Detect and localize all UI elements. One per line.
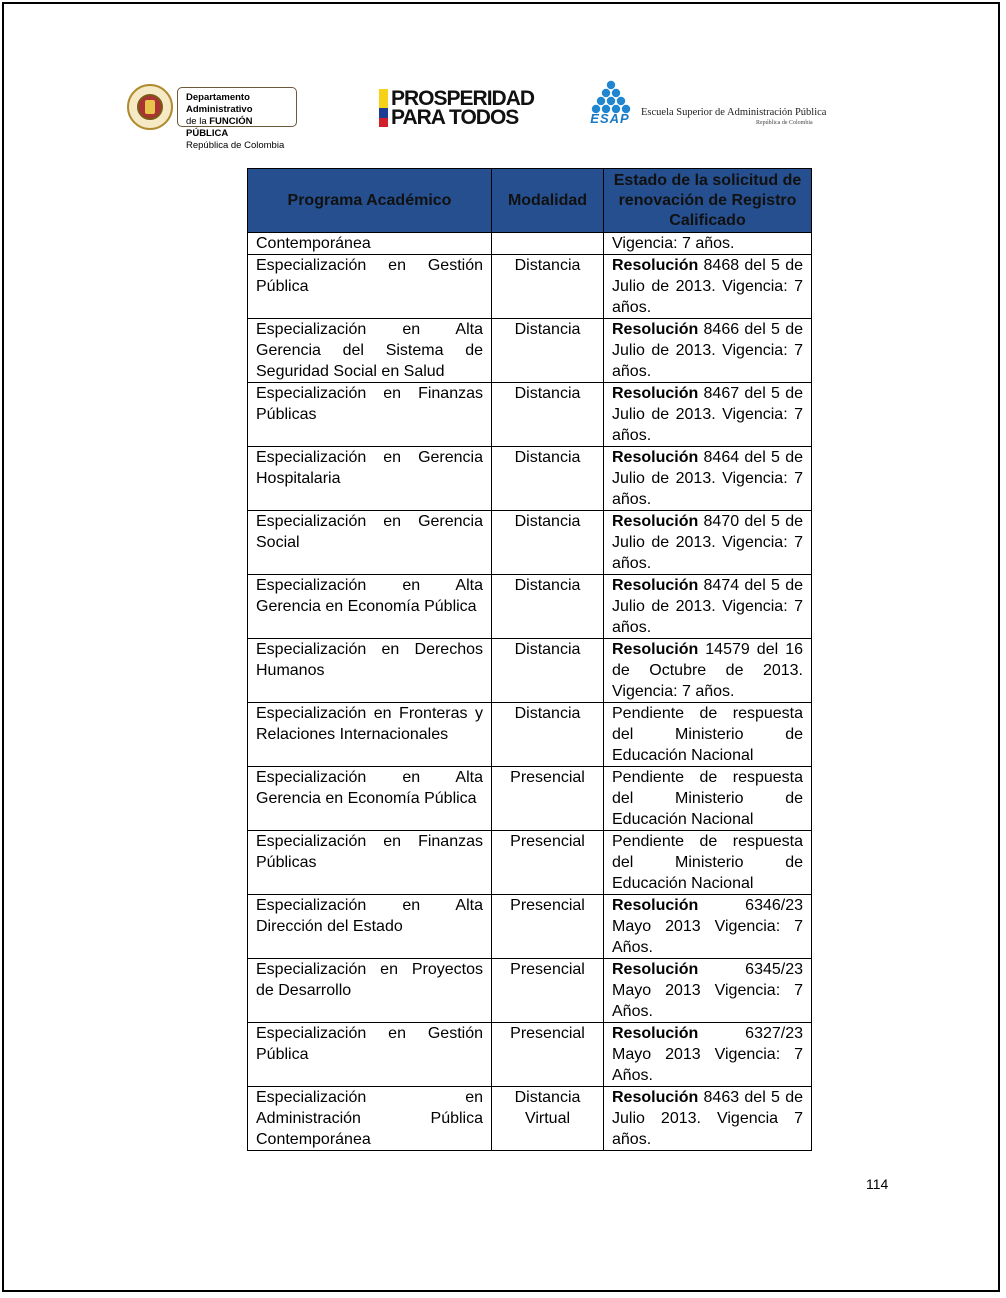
cell-programa: Especialización en Gerencia Social xyxy=(248,511,492,575)
cell-modalidad: Presencial xyxy=(492,831,604,895)
estado-text: 8467 del 5 de Julio de 2013. Vigencia: 7 años. xyxy=(612,385,803,444)
dafp-logo xyxy=(127,84,297,151)
cell-modalidad: Presencial xyxy=(492,767,604,831)
resolution-label: Resolución xyxy=(612,1025,699,1042)
table-row xyxy=(248,831,812,895)
cell-estado xyxy=(604,639,812,703)
cell-modalidad: Distancia Virtual xyxy=(492,1087,604,1151)
esap-acronym: ESAP xyxy=(590,111,630,126)
esap-name: Escuela Superior de Administración Pública xyxy=(641,107,827,118)
table-row xyxy=(248,959,812,1023)
cell-estado xyxy=(604,319,812,383)
cell-modalidad: Distancia xyxy=(492,447,604,511)
cell-programa: Especialización en Gestión Pública xyxy=(248,1023,492,1087)
estado-text: 8466 del 5 de Julio de 2013. Vigencia: 7 años. xyxy=(612,321,803,380)
dafp-logo-box xyxy=(177,87,297,151)
estado-text: Pendiente de respuesta del Ministerio de Educación Nacional xyxy=(612,705,803,764)
table-row xyxy=(248,383,812,447)
cell-estado xyxy=(604,447,812,511)
estado-text: 8463 del 5 de Julio 2013. Vigencia 7 años. xyxy=(612,1089,803,1148)
resolution-label: Resolución xyxy=(612,641,699,658)
document-page xyxy=(2,2,1000,1292)
flag-stripe-icon xyxy=(379,89,388,127)
cell-programa: Especialización en Administración Pública Contemporánea xyxy=(248,1087,492,1151)
prosperidad-logo xyxy=(379,89,534,127)
esap-subtitle: República de Colombia xyxy=(756,120,813,126)
cell-modalidad: Distancia xyxy=(492,639,604,703)
cell-programa: Especialización en Alta Gerencia en Economía Pública xyxy=(248,575,492,639)
cell-modalidad: Distancia xyxy=(492,319,604,383)
resolution-label: Resolución xyxy=(612,385,699,402)
page-number: 114 xyxy=(866,1176,889,1192)
estado-text: 8470 del 5 de Julio de 2013. Vigencia: 7 años. xyxy=(612,513,803,572)
estado-text: 6346/23 Mayo 2013 Vigencia: 7 Años. xyxy=(612,897,803,956)
cell-programa: Especialización en Alta Dirección del Estado xyxy=(248,895,492,959)
cell-estado xyxy=(604,959,812,1023)
header-estado: Estado de la solicitud de renovación de Registro Calificado xyxy=(604,169,812,233)
dafp-line3: República de Colombia xyxy=(186,140,285,151)
resolution-label: Resolución xyxy=(612,961,699,978)
cell-modalidad: Distancia xyxy=(492,703,604,767)
resolution-label: Resolución xyxy=(612,577,699,594)
table-row xyxy=(248,767,812,831)
cell-estado: Vigencia: 7 años. xyxy=(604,233,812,255)
estado-text: Pendiente de respuesta del Ministerio de Educación Nacional xyxy=(612,769,803,828)
estado-text: 8464 del 5 de Julio de 2013. Vigencia: 7 años. xyxy=(612,449,803,508)
cell-modalidad: Distancia xyxy=(492,511,604,575)
cell-programa: Contemporánea xyxy=(248,233,492,255)
cell-modalidad: Presencial xyxy=(492,959,604,1023)
cell-estado xyxy=(604,831,812,895)
table-row xyxy=(248,255,812,319)
resolution-label: Resolución xyxy=(612,257,699,274)
programs-table xyxy=(247,168,812,1151)
prosperidad-line2: PARA TODOS xyxy=(391,106,519,129)
cell-estado xyxy=(604,1087,812,1151)
dafp-line2: de la FUNCIÓN PÚBLICA xyxy=(186,116,253,139)
table-row xyxy=(248,639,812,703)
resolution-label: Resolución xyxy=(612,513,699,530)
cell-modalidad: Presencial xyxy=(492,895,604,959)
cell-programa: Especialización en Finanzas Públicas xyxy=(248,383,492,447)
cell-estado xyxy=(604,383,812,447)
cell-programa: Especialización en Derechos Humanos xyxy=(248,639,492,703)
resolution-label: Resolución xyxy=(612,321,699,338)
cell-programa: Especialización en Gestión Pública xyxy=(248,255,492,319)
estado-text: 6345/23 Mayo 2013 Vigencia: 7 Años. xyxy=(612,961,803,1020)
estado-text: Pendiente de respuesta del Ministerio de Educación Nacional xyxy=(612,833,803,892)
resolution-label: Resolución xyxy=(612,1089,699,1106)
cell-estado xyxy=(604,1023,812,1087)
table-row xyxy=(248,511,812,575)
cell-estado xyxy=(604,703,812,767)
table-row xyxy=(248,895,812,959)
table-row xyxy=(248,703,812,767)
cell-estado xyxy=(604,767,812,831)
colombia-seal-icon xyxy=(127,84,173,130)
prosperidad-line1: PROSPERIDAD xyxy=(391,87,535,110)
estado-text: 8468 del 5 de Julio de 2013. Vigencia: 7 años. xyxy=(612,257,803,316)
table-row xyxy=(248,575,812,639)
estado-text: 8474 del 5 de Julio de 2013. Vigencia: 7 años. xyxy=(612,577,803,636)
cell-programa: Especialización en Alta Gerencia del Sistema de Seguridad Social en Salud xyxy=(248,319,492,383)
table-row xyxy=(248,233,812,255)
table-row xyxy=(248,1023,812,1087)
header-programa: Programa Académico xyxy=(248,169,492,233)
cell-programa: Especialización en Proyectos de Desarrollo xyxy=(248,959,492,1023)
cell-programa: Especialización en Fronteras y Relaciones Internacionales xyxy=(248,703,492,767)
header-modalidad: Modalidad xyxy=(492,169,604,233)
cell-modalidad: Distancia xyxy=(492,575,604,639)
table-header-row xyxy=(248,169,812,233)
cell-modalidad: Distancia xyxy=(492,255,604,319)
dafp-line1: Departamento Administrativo xyxy=(186,92,253,115)
table-row xyxy=(248,319,812,383)
cell-estado xyxy=(604,511,812,575)
cell-programa: Especialización en Finanzas Públicas xyxy=(248,831,492,895)
cell-programa: Especialización en Gerencia Hospitalaria xyxy=(248,447,492,511)
esap-logo xyxy=(584,80,827,130)
estado-text: 6327/23 Mayo 2013 Vigencia: 7 Años. xyxy=(612,1025,803,1084)
cell-estado xyxy=(604,895,812,959)
estado-text: 14579 del 16 de Octubre de 2013. Vigencia: 7 años. xyxy=(612,641,803,700)
cell-programa: Especialización en Alta Gerencia en Economía Pública xyxy=(248,767,492,831)
resolution-label: Resolución xyxy=(612,897,699,914)
cell-modalidad xyxy=(492,233,604,255)
table-row xyxy=(248,447,812,511)
cell-estado xyxy=(604,255,812,319)
table-row xyxy=(248,1087,812,1151)
resolution-label: Resolución xyxy=(612,449,699,466)
cell-modalidad: Presencial xyxy=(492,1023,604,1087)
cell-estado xyxy=(604,575,812,639)
cell-modalidad: Distancia xyxy=(492,383,604,447)
